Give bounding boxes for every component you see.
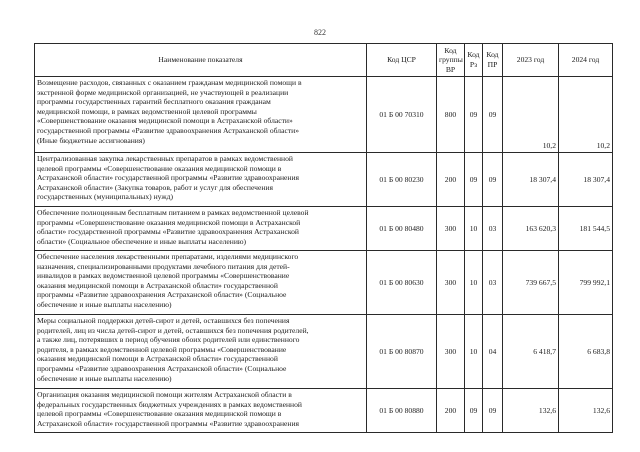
header-csr: Код ЦСР [367,44,437,77]
row-csr: 01 Б 00 70310 [367,77,437,153]
row-vr: 300 [437,315,465,389]
row-2024: 18 307,4 [559,153,613,207]
table-row [35,207,613,251]
row-vr: 300 [437,207,465,251]
row-csr: 01 Б 00 80870 [367,315,437,389]
header-vr: Код группы ВР [437,44,465,77]
table-row [35,251,613,315]
row-2023: 10,2 [503,77,559,153]
row-pr: 09 [483,77,503,153]
row-2024: 132,6 [559,389,613,433]
table-row [35,77,613,153]
table-row [35,389,613,433]
row-vr: 300 [437,251,465,315]
row-pr: 09 [483,153,503,207]
row-2024: 799 992,1 [559,251,613,315]
row-rz: 10 [465,207,483,251]
header-pr: Код ПР [483,44,503,77]
row-csr: 01 Б 00 80230 [367,153,437,207]
row-2024: 6 683,8 [559,315,613,389]
row-2023: 6 418,7 [503,315,559,389]
header-2024: 2024 год [559,44,613,77]
header-name: Наименование показателя [35,44,367,77]
row-2024: 10,2 [559,77,613,153]
row-pr: 03 [483,251,503,315]
row-2024: 181 544,5 [559,207,613,251]
header-2023: 2023 год [503,44,559,77]
table-row [35,315,613,389]
row-2023: 18 307,4 [503,153,559,207]
page-number: 822 [314,28,326,37]
row-name: Централизованная закупка лекарственных препаратов в рамках ведомственной целевой программы «Совершенствование оказания медицинской помощи в Астраханской области» государственной программы «Развитие здравоохранения Астраханской области» (Закупка товаров, работ и услуг для обеспечения государственных (муниципальных) нужд) [35,153,367,207]
row-name: Обеспечение полноценным бесплатным питанием в рамках ведомственной целевой программы «Совершенствование оказания медицинской помощи в Астраханской области» государственной программы «Развитие здравоохранения Астраханской области» (Социальное обеспечение и иные выплаты населению) [35,207,367,251]
row-name: Обеспечение населения лекарственными препаратами, изделиями медицинского назначения, специализированными продуктами лечебного питания для детей- инвалидов в рамках ведомственной целевой программы «Совершенствование оказания медицинской помощи в Астраханской области» государственной программы «Развитие здравоохранения Астраханской области» (Социальное обеспечение и иные выплаты населению) [35,251,367,315]
row-pr: 03 [483,207,503,251]
row-pr: 04 [483,315,503,389]
row-name: Возмещение расходов, связанных с оказанием гражданам медицинской помощи в экстренной форме медицинской организацией, не участвующей в реализации программы государственных гарантий бесплатного оказания гражданам медицинской помощи, в рамках ведомственной целевой программы «Совершенствование оказания медицинской помощи в Астраханской области» государственной программы «Развитие здравоохранения Астраханской области» (Иные бюджетные ассигнования) [35,77,367,153]
table-row [35,153,613,207]
header-rz: Код Рз [465,44,483,77]
row-vr: 200 [437,153,465,207]
row-rz: 10 [465,315,483,389]
budget-table [34,43,613,433]
row-csr: 01 Б 00 80630 [367,251,437,315]
table-header-row [35,44,613,77]
row-vr: 200 [437,389,465,433]
row-rz: 09 [465,77,483,153]
row-rz: 09 [465,389,483,433]
row-pr: 09 [483,389,503,433]
row-rz: 10 [465,251,483,315]
row-name: Меры социальной поддержки детей-сирот и детей, оставшихся без попечения родителей, лиц из числа детей-сирот и детей, оставшихся без попечения родителей, а также лиц, потерявших в период обучения обоих родителей или единственного родителя, в рамках ведомственной целевой программы «Совершенствование оказания медицинской помощи в Астраханской области» государственной программы «Развитие здравоохранения Астраханской области» (Социальное обеспечение и иные выплаты населению) [35,315,367,389]
row-name: Организация оказания медицинской помощи жителям Астраханской области в федеральных государственных бюджетных учреждениях в рамках ведомственной целевой программы «Совершенствование оказания медицинской помощи в Астраханской области» государственной программы «Развитие здравоохранения [35,389,367,433]
row-2023: 132,6 [503,389,559,433]
row-vr: 800 [437,77,465,153]
row-rz: 09 [465,153,483,207]
row-2023: 163 620,3 [503,207,559,251]
row-csr: 01 Б 00 80480 [367,207,437,251]
row-csr: 01 Б 00 80880 [367,389,437,433]
row-2023: 739 667,5 [503,251,559,315]
